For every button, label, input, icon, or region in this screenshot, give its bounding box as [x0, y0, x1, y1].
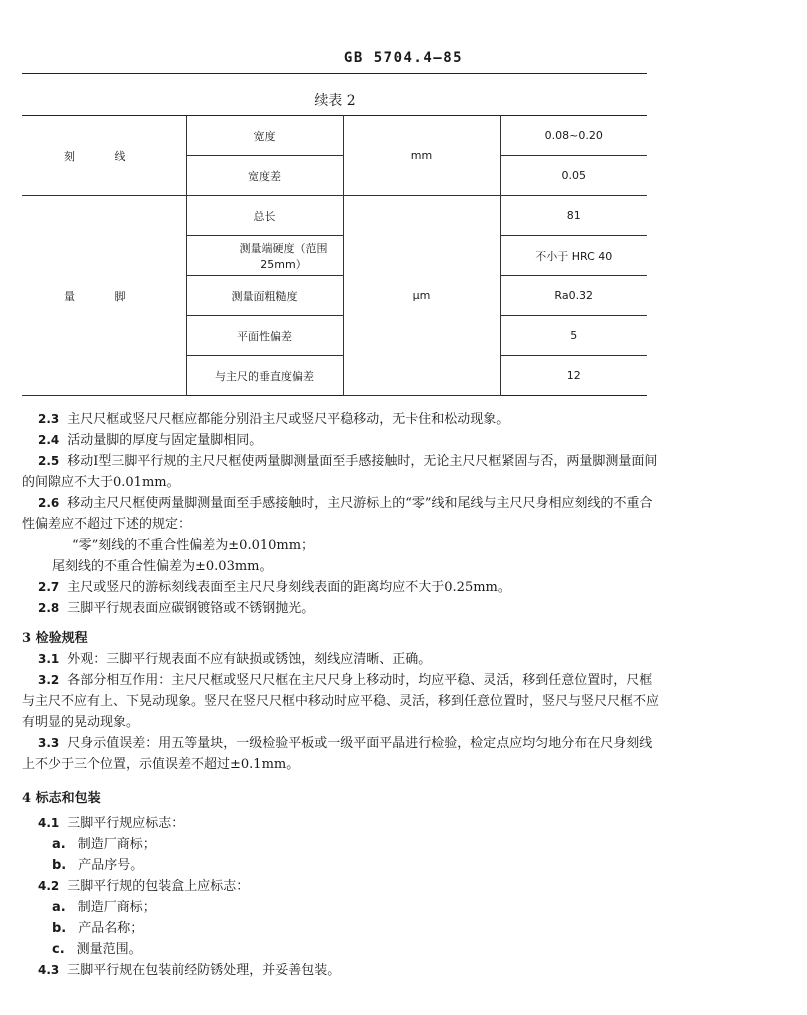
table-caption: 续表 2 [314, 93, 356, 109]
clause-2-8: 2.8 三脚平行规表面应碳钢镀铬或不锈钢抛光。 [38, 601, 315, 616]
clause-2-4: 2.4 活动量脚的厚度与固定量脚相同。 [38, 433, 263, 448]
clause-3-2: 3.2 各部分相互作用：主尺尺框或竖尺尺框在主尺尺身上移动时，均应平稳、灵活，移到任意位置时，尺框与主尺不应有上、下晃动现象。竖尺在竖尺尺框中移动时应平稳、灵活，移到任意位置时，竖尺与竖尺尺框不应有明显的晃动现象。 [22, 673, 660, 730]
category-cell: 刻 线 [22, 116, 186, 196]
section-4-title: 4 标志和包装 [22, 791, 101, 806]
list-item: c. 测量范围。 [52, 942, 142, 957]
clause-2-6-zero-line: “零”刻线的不重合性偏差为±0.010mm； [72, 538, 315, 553]
item-cell: 宽度 [186, 116, 343, 156]
clause-4-3: 4.3 三脚平行规在包装前经防锈处理，并妥善包装。 [38, 963, 341, 978]
spec-table [22, 115, 647, 396]
value-cell: Ra0.32 [500, 276, 647, 316]
item-cell: 测量面粗糙度 [186, 276, 343, 316]
section-3 [22, 628, 662, 775]
item-cell: 总长 [186, 196, 343, 236]
clause-3-3: 3.3 尺身示值误差：用五等量块，一级检验平板或一级平面平晶进行检验，检定点应均匀地分布在尺身刻线上不少于三个位置，示值误差不超过±0.1mm。 [22, 736, 653, 772]
unit-cell: mm [343, 116, 500, 196]
list-item: a. 制造厂商标； [52, 837, 156, 852]
item-cell: 宽度差 [186, 156, 343, 196]
clause-2-7: 2.7 主尺或竖尺的游标刻线表面至主尺尺身刻线表面的距离均应不大于0.25mm。 [38, 580, 511, 595]
value-cell: 不小于 HRC 40 [500, 236, 647, 276]
clause-2-5: 2.5 移动Ⅰ型三脚平行规的主尺尺框使两量脚测量面至手感接触时，无论主尺尺框紧固与否，两量脚测量面间的间隙应不大于0.01mm。 [22, 454, 658, 490]
list-item: a. 制造厂商标； [52, 900, 156, 915]
category-cell: 量 脚 [22, 196, 186, 396]
table-row [22, 116, 647, 156]
standard-number: GB 5704.4—85 [343, 50, 464, 66]
value-cell: 0.08~0.20 [500, 116, 647, 156]
table-row [22, 196, 647, 236]
clause-4-1: 4.1 三脚平行规应标志： [38, 816, 185, 831]
clause-4-2: 4.2 三脚平行规的包装盒上应标志： [38, 879, 250, 894]
item-cell: 平面性偏差 [186, 316, 343, 356]
clause-3-1: 3.1 外观：三脚平行规表面不应有缺损或锈蚀，刻线应清晰、正确。 [38, 652, 432, 667]
list-item: b. 产品序号。 [52, 858, 144, 873]
clause-2-6: 2.6 移动主尺尺框使两量脚测量面至手感接触时，主尺游标上的“零”线和尾线与主尺尺身相应刻线的不重合性偏差应不超过下述的规定： [22, 496, 653, 532]
section-3-title: 3 检验规程 [22, 631, 88, 646]
item-cell: 测量端硬度（范围25mm） [186, 236, 343, 276]
clauses-section-2 [22, 409, 662, 619]
list-item: b. 产品名称； [52, 921, 144, 936]
value-cell: 81 [500, 196, 647, 236]
clause-2-3: 2.3 主尺尺框或竖尺尺框应都能分别沿主尺或竖尺平稳移动，无卡住和松动现象。 [38, 412, 510, 427]
unit-cell: μm [343, 196, 500, 396]
value-cell: 12 [500, 356, 647, 396]
header-rule [22, 73, 647, 74]
item-cell: 与主尺的垂直度偏差 [186, 356, 343, 396]
value-cell: 5 [500, 316, 647, 356]
section-4 [22, 788, 662, 981]
value-cell: 0.05 [500, 156, 647, 196]
clause-2-6-end-line: 尾刻线的不重合性偏差为±0.03mm。 [52, 559, 273, 574]
